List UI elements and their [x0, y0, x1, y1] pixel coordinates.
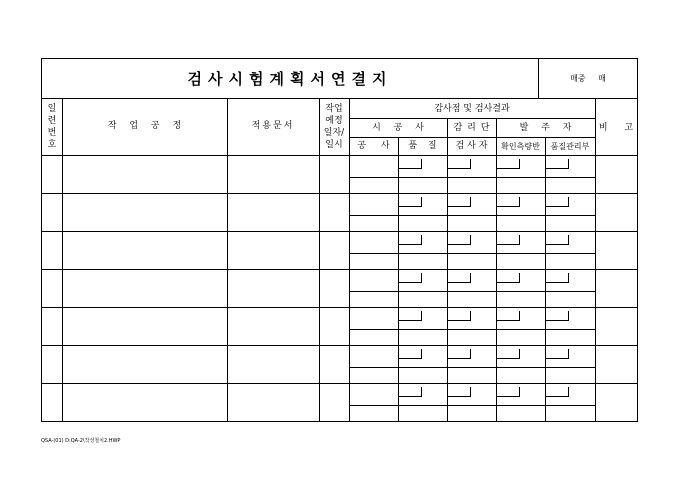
- header-group-line: [349, 118, 595, 119]
- form-code-footer: QSA-(01) D:QA-2\작성철치2.HWP: [41, 438, 121, 444]
- stamp-box[interactable]: [497, 349, 520, 359]
- stamp-box[interactable]: [448, 273, 471, 283]
- stamp-box[interactable]: [399, 311, 422, 321]
- row-mid-divider: [349, 291, 595, 292]
- page-count-label: 매중 매: [570, 74, 606, 83]
- inspection-group-header: 감사점 및 검사결과: [434, 104, 510, 114]
- stamp-box[interactable]: [546, 235, 569, 245]
- stamp-box[interactable]: [546, 197, 569, 207]
- header-sub-line: [349, 137, 595, 138]
- sub-quality-management-header: 품질관리부: [550, 142, 590, 151]
- row-mid-divider: [349, 177, 595, 178]
- sub-confirm-survey-header: 확인측량반: [501, 142, 540, 151]
- applied-document-header: 적용문서: [251, 121, 295, 131]
- stamp-box[interactable]: [399, 349, 422, 359]
- stamp-box[interactable]: [448, 197, 471, 207]
- inspection-plan-form: [41, 58, 638, 422]
- sub-inspector-header: 검 사 자: [455, 141, 488, 151]
- stamp-box[interactable]: [448, 159, 471, 169]
- supervisor-header: 감 리 단: [453, 123, 490, 133]
- title-divider: [538, 59, 539, 98]
- sub-quality-header: 품 질: [408, 141, 437, 151]
- stamp-box[interactable]: [448, 387, 471, 397]
- row-mid-divider: [349, 215, 595, 216]
- form-title: 검사시험계획서연결지: [187, 70, 393, 88]
- stamp-box[interactable]: [497, 159, 520, 169]
- stamp-box[interactable]: [399, 273, 422, 283]
- stamp-box[interactable]: [546, 273, 569, 283]
- row-mid-divider: [349, 253, 595, 254]
- row-mid-divider: [349, 405, 595, 406]
- work-process-header: 작 업 공 정: [107, 121, 182, 131]
- stamp-box[interactable]: [497, 387, 520, 397]
- stamp-box[interactable]: [497, 235, 520, 245]
- stamp-box[interactable]: [448, 235, 471, 245]
- stamp-box[interactable]: [546, 349, 569, 359]
- row-mid-divider: [349, 329, 595, 330]
- serial-no-header: 일 련 번 호: [47, 104, 57, 150]
- scheduled-date-header: 작업 예정 일자/ 일시: [323, 104, 345, 150]
- stamp-box[interactable]: [399, 235, 422, 245]
- title-bottom-line: [42, 98, 637, 99]
- remarks-header: 비 고: [598, 123, 634, 133]
- stamp-box[interactable]: [399, 159, 422, 169]
- stamp-box[interactable]: [497, 311, 520, 321]
- stamp-box[interactable]: [399, 387, 422, 397]
- stamp-box[interactable]: [546, 159, 569, 169]
- contractor-header: 시 공 사: [372, 123, 424, 133]
- sub-construction-header: 공 사: [357, 141, 390, 151]
- stamp-box[interactable]: [448, 349, 471, 359]
- stamp-box[interactable]: [546, 311, 569, 321]
- row-mid-divider: [349, 367, 595, 368]
- stamp-box[interactable]: [497, 197, 520, 207]
- client-header: 발 주 자: [519, 123, 572, 133]
- stamp-box[interactable]: [546, 387, 569, 397]
- stamp-box[interactable]: [448, 311, 471, 321]
- stamp-box[interactable]: [399, 197, 422, 207]
- stamp-box[interactable]: [497, 273, 520, 283]
